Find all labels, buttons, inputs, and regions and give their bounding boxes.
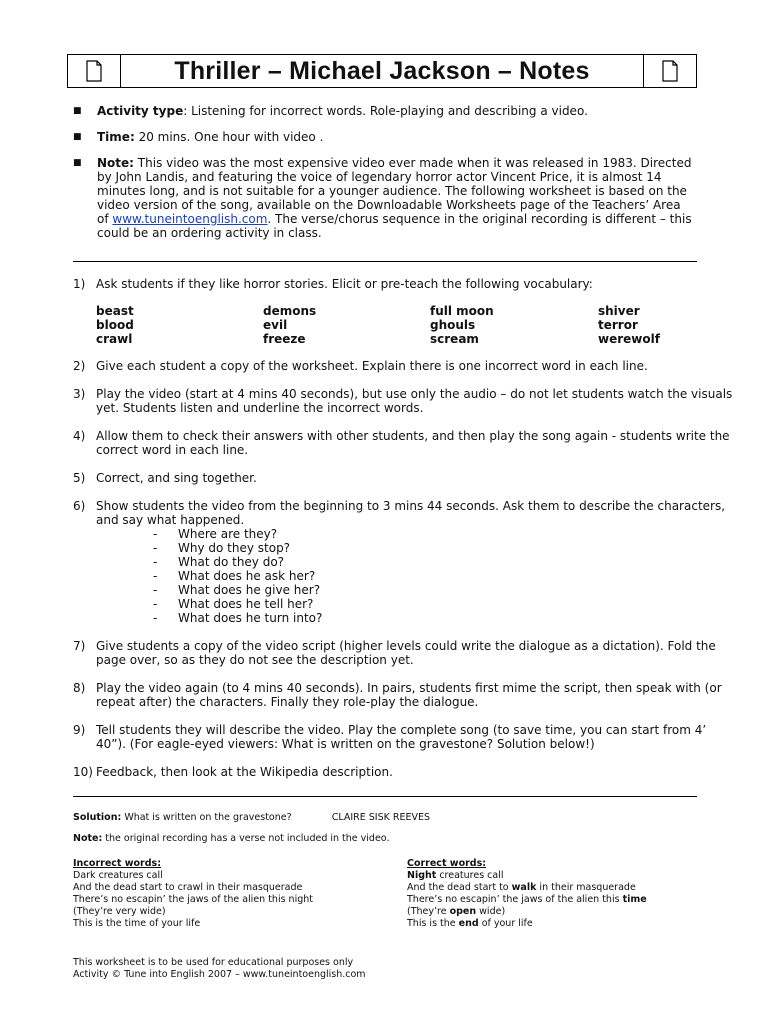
step-text: Play the video (start at 4 mins 40 seconds), but use only the audio – do not let students watch the visuals yet. Students listen and underline the incorrect words. <box>96 387 733 415</box>
step-number: 1) <box>73 277 86 291</box>
solution-answer: CLAIRE SISK REEVES <box>331 812 431 823</box>
footer <box>73 957 693 981</box>
step-text: Allow them to check their answers with other students, and then play the song again - students write the correct word in each line. <box>96 429 730 457</box>
lyric-line: Dark creatures call <box>73 870 163 881</box>
vocab-word: ghouls <box>430 318 476 332</box>
step-text: Ask students if they like horror stories. Elicit or pre-teach the following vocabulary: <box>96 277 593 291</box>
lyric-line: And the dead start to walk in their masquerade <box>407 882 636 893</box>
step-number: 9) <box>73 723 86 737</box>
step-number: 4) <box>73 429 86 443</box>
step-3 <box>73 387 733 415</box>
list-item: - What does he tell her? <box>153 597 314 611</box>
vocab-word: beast <box>96 304 134 318</box>
step-7 <box>73 639 733 667</box>
vocab-word: werewolf <box>598 332 660 346</box>
correct-words <box>407 858 707 930</box>
incorrect-words <box>73 858 373 930</box>
vocab-word: crawl <box>96 332 133 346</box>
incorrect-heading: Incorrect words: <box>73 858 161 869</box>
vocab-word: shiver <box>598 304 640 318</box>
step-number: 6) <box>73 499 86 513</box>
vocab-word: terror <box>598 318 638 332</box>
footer-copyright: Activity © Tune into English 2007 – www.tuneintoenglish.com <box>73 969 366 980</box>
vocab-word: freeze <box>263 332 306 346</box>
vocab-word: full moon <box>430 304 494 318</box>
list-item: - Where are they? <box>153 527 278 541</box>
step-text: Give each student a copy of the worksheet. Explain there is one incorrect word in each line. <box>96 359 648 373</box>
lyric-line: (They’re open wide) <box>407 906 506 917</box>
bullet-label: Note: <box>97 156 134 170</box>
list-item: - What does he turn into? <box>153 611 323 625</box>
bullet-marker: ■ <box>73 158 82 168</box>
list-item: - Why do they stop? <box>153 541 291 555</box>
solution-label: Solution: <box>73 812 122 823</box>
lyric-line: There’s no escapin’ the jaws of the alien this night <box>73 894 313 905</box>
step-number: 2) <box>73 359 86 373</box>
step-number: 7) <box>73 639 86 653</box>
page-title: Thriller – Michael Jackson – Notes <box>174 56 590 85</box>
bullet-text: Listening for incorrect words. Role-playing and describing a video. <box>191 104 588 118</box>
bullet-text: This video was the most expensive video ever made when it was released in 1983. Directed by John Landis, and featuring the voice of legendary horror actor Vincent Price, it is almost 14 minutes long, and is not suitable for a younger audience. The following worksheet is based on the video version of the song, available on the Downloadable Worksheets page of the Teachers’ Area of <box>97 156 692 226</box>
procedure-steps <box>73 277 733 779</box>
note-text: the original recording has a verse not included in the video. <box>105 833 390 844</box>
step-1 <box>73 277 733 291</box>
question-list <box>153 527 733 625</box>
solution-section <box>73 812 693 845</box>
list-item: - What does he give her? <box>153 583 321 597</box>
vocab-word: evil <box>263 318 288 332</box>
step-number: 3) <box>73 387 86 401</box>
vocab-word: blood <box>96 318 134 332</box>
vocabulary-grid <box>96 304 733 346</box>
vocab-word: scream <box>430 332 479 346</box>
step-text: Correct, and sing together. <box>96 471 257 485</box>
step-6 <box>73 499 733 527</box>
step-text: Show students the video from the beginning to 3 mins 44 seconds. Ask them to describe the characters, and say what happened. <box>96 499 726 527</box>
document-icon <box>643 55 696 87</box>
step-text: Play the video again (to 4 mins 40 seconds). In pairs, students first mime the script, then speak with (or repeat after) the characters. Finally they role-play the dialogue. <box>96 681 722 709</box>
solution-line <box>73 812 693 824</box>
step-9 <box>73 723 733 751</box>
divider <box>73 261 697 262</box>
bullet-label: Activity type <box>97 104 184 118</box>
bullet-marker: ■ <box>73 106 82 116</box>
lyric-line: (They’re very wide) <box>73 906 166 917</box>
step-4 <box>73 429 733 457</box>
step-number: 5) <box>73 471 86 485</box>
lyric-line: Night creatures call <box>407 870 504 881</box>
footer-usage-note: This worksheet is to be used for educational purposes only <box>73 957 354 968</box>
bullet-activity-type: ■ Activity type: Listening for incorrect words. Role-playing and describing a video. <box>73 104 588 118</box>
correct-heading: Correct words: <box>407 858 487 869</box>
divider <box>73 796 697 797</box>
step-8 <box>73 681 733 709</box>
lyric-line: This is the end of your life <box>407 918 533 929</box>
bullet-note <box>73 156 693 240</box>
step-number: 8) <box>73 681 86 695</box>
lyric-line: This is the time of your life <box>73 918 201 929</box>
bullet-label: Time: <box>97 130 135 144</box>
step-text: Give students a copy of the video script (higher levels could write the dialogue as a dictation). Fold the page over, so as they do not see the description yet. <box>96 639 716 667</box>
step-number: 10) <box>73 765 93 779</box>
activity-info <box>73 104 693 252</box>
step-5 <box>73 471 733 485</box>
note-line <box>73 833 693 845</box>
note-label: Note: <box>73 833 103 844</box>
document-icon <box>68 55 121 87</box>
step-text: Tell students they will describe the video. Play the complete song (to save time, you can start from 4’ 40”). (For eagle-eyed viewers: What is written on the gravestone? Solution below!) <box>96 723 707 751</box>
lyric-line: And the dead start to crawl in their masquerade <box>73 882 303 893</box>
lyric-line: There’s no escapin’ the jaws of the alien this time <box>407 894 647 905</box>
solution-question: What is written on the gravestone? <box>124 812 292 823</box>
bullet-text: 20 mins. One hour with video . <box>138 130 324 144</box>
step-10 <box>73 765 733 779</box>
list-item: - What does he ask her? <box>153 569 316 583</box>
website-link[interactable]: www.tuneintoenglish.com <box>112 212 268 226</box>
title-box <box>67 54 697 88</box>
vocab-word: demons <box>263 304 317 318</box>
step-2 <box>73 359 733 373</box>
step-text: Feedback, then look at the Wikipedia description. <box>96 765 393 779</box>
bullet-text: . The verse/chorus sequence in the original recording is different – this could be an ordering activity in class. <box>97 212 692 240</box>
bullet-time <box>73 130 693 144</box>
list-item: - What do they do? <box>153 555 285 569</box>
bullet-marker: ■ <box>73 132 82 142</box>
